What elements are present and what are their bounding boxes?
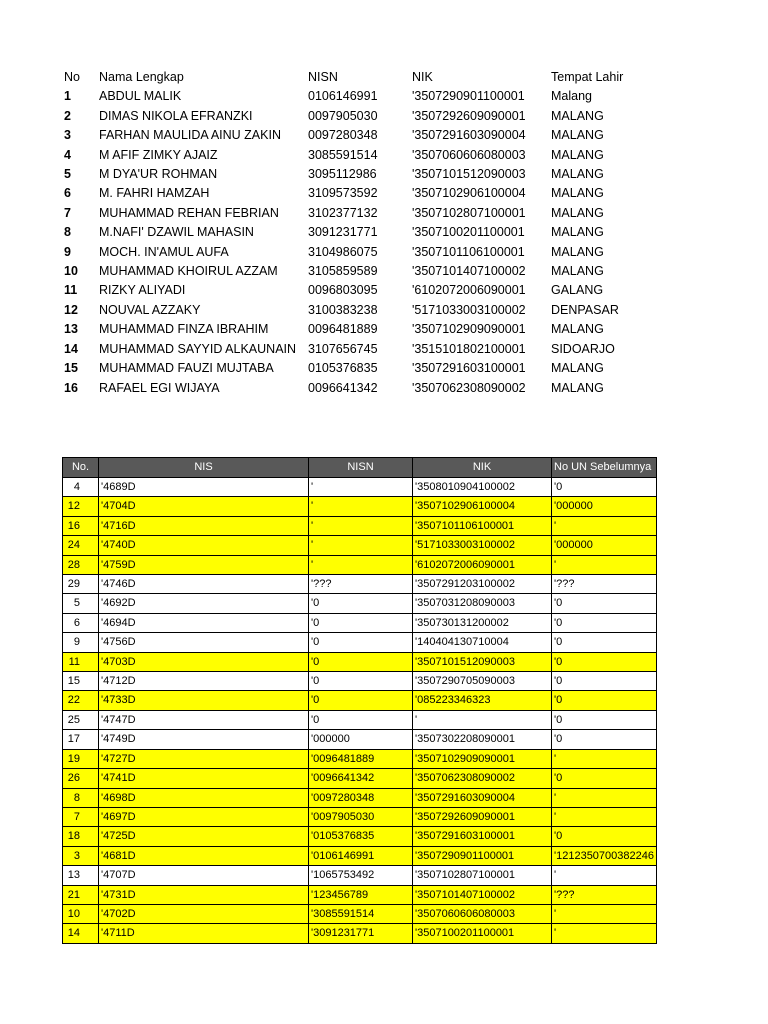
- grid-cell-no[interactable]: 11: [63, 652, 99, 671]
- grid-row: [63, 730, 657, 749]
- row-nama-lengkap: NOUVAL AZZAKY: [99, 302, 201, 317]
- grid-cell-no-un[interactable]: ': [552, 904, 657, 923]
- row-nisn: 3102377132: [308, 205, 378, 220]
- grid-cell-nisn[interactable]: ': [309, 516, 413, 535]
- row-no: 9: [64, 244, 71, 259]
- row-no: 11: [64, 283, 78, 298]
- grid-cell-nik[interactable]: '3508010904100002: [413, 478, 552, 497]
- row-nik: '3507292609090001: [412, 108, 526, 123]
- row-nisn: 3104986075: [308, 244, 378, 259]
- grid-cell-no[interactable]: 22: [63, 691, 99, 710]
- row-nama-lengkap: M.NAFI' DZAWIL MAHASIN: [99, 225, 254, 240]
- grid-header-nik[interactable]: NIK: [413, 458, 552, 478]
- grid-cell-no[interactable]: 7: [63, 807, 99, 826]
- row-tempat-lahir: MALANG: [551, 225, 604, 240]
- row-no: 12: [64, 302, 78, 317]
- row-nik: '6102072006090001: [412, 283, 526, 298]
- row-tempat-lahir: MALANG: [551, 108, 604, 123]
- row-tempat-lahir: MALANG: [551, 361, 604, 376]
- grid-cell-nik[interactable]: '3507102909090001: [413, 749, 552, 768]
- grid-cell-nis[interactable]: '4746D: [99, 575, 309, 594]
- grid-cell-nisn[interactable]: ': [309, 536, 413, 555]
- grid-cell-nis[interactable]: '4704D: [99, 497, 309, 516]
- row-nisn: 3091231771: [308, 225, 378, 240]
- grid-row: [63, 633, 657, 652]
- student-list-row: [64, 281, 651, 300]
- grid-cell-nik[interactable]: '3507291603100001: [413, 827, 552, 846]
- grid-cell-no[interactable]: 26: [63, 769, 99, 788]
- grid-row: [63, 904, 657, 923]
- row-tempat-lahir: MALANG: [551, 186, 604, 201]
- grid-cell-no[interactable]: 9: [63, 633, 99, 652]
- grid-cell-no-un[interactable]: '0: [552, 730, 657, 749]
- grid-header-no[interactable]: No.: [63, 458, 99, 478]
- grid-cell-no-un[interactable]: '0: [552, 613, 657, 632]
- grid-cell-nisn[interactable]: ': [309, 497, 413, 516]
- row-nisn: 0096641342: [308, 380, 378, 395]
- grid-cell-nik[interactable]: '3507302208090001: [413, 730, 552, 749]
- row-nisn: 0106146991: [308, 89, 378, 104]
- grid-cell-nisn[interactable]: '???: [309, 575, 413, 594]
- grid-cell-nik[interactable]: '3507031208090003: [413, 594, 552, 613]
- grid-header-row: [63, 458, 657, 478]
- grid-cell-nisn[interactable]: '0096481889: [309, 749, 413, 768]
- row-no: 2: [64, 108, 71, 123]
- grid-cell-no-un[interactable]: ': [552, 516, 657, 535]
- row-tempat-lahir: MALANG: [551, 264, 604, 279]
- grid-cell-no[interactable]: 13: [63, 866, 99, 885]
- row-nama-lengkap: RAFAEL EGI WIJAYA: [99, 380, 220, 395]
- grid-cell-no-un[interactable]: '0: [552, 672, 657, 691]
- row-no: 1: [64, 89, 71, 104]
- grid-cell-nisn[interactable]: '0: [309, 594, 413, 613]
- grid-row: [63, 672, 657, 691]
- row-nama-lengkap: MUHAMMAD FINZA IBRAHIM: [99, 322, 269, 337]
- row-no: 5: [64, 167, 71, 182]
- grid-row: [63, 575, 657, 594]
- grid-cell-no[interactable]: 18: [63, 827, 99, 846]
- row-no: 7: [64, 205, 71, 220]
- grid-cell-no-un[interactable]: '000000: [552, 536, 657, 555]
- grid-cell-nis[interactable]: '4756D: [99, 633, 309, 652]
- grid-cell-nik[interactable]: '3507102906100004: [413, 497, 552, 516]
- grid-cell-no-un[interactable]: ': [552, 866, 657, 885]
- grid-cell-nis[interactable]: '4759D: [99, 555, 309, 574]
- grid-cell-nis[interactable]: '4740D: [99, 536, 309, 555]
- student-list-row: [64, 107, 651, 126]
- row-nama-lengkap: MUHAMMAD SAYYID ALKAUNAIN: [99, 341, 297, 356]
- grid-cell-no[interactable]: 3: [63, 846, 99, 865]
- row-nik: '3507102906100004: [412, 186, 526, 201]
- student-list-row: [64, 359, 651, 378]
- grid-cell-nis[interactable]: '4711D: [99, 924, 309, 943]
- grid-cell-no-un[interactable]: '0: [552, 710, 657, 729]
- grid-cell-nik[interactable]: '3507060606080003: [413, 904, 552, 923]
- grid-cell-no[interactable]: 8: [63, 788, 99, 807]
- grid-cell-no-un[interactable]: ': [552, 749, 657, 768]
- grid-cell-no-un[interactable]: ': [552, 555, 657, 574]
- row-nisn: 3095112986: [308, 167, 377, 182]
- row-tempat-lahir: MALANG: [551, 147, 604, 162]
- row-nisn: 3100383238: [308, 302, 378, 317]
- row-tempat-lahir: MALANG: [551, 205, 604, 220]
- grid-row: [63, 769, 657, 788]
- grid-cell-no-un[interactable]: '0: [552, 633, 657, 652]
- grid-cell-nik[interactable]: '3507062308090002: [413, 769, 552, 788]
- grid-cell-nis[interactable]: '4716D: [99, 516, 309, 535]
- student-list-row: [64, 301, 651, 320]
- row-nisn: 0097905030: [308, 108, 378, 123]
- row-no: 10: [64, 264, 78, 279]
- header-no: No: [64, 70, 80, 84]
- grid-cell-nisn[interactable]: ': [309, 478, 413, 497]
- row-nama-lengkap: M. FAHRI HAMZAH: [99, 186, 210, 201]
- student-list-row: [64, 320, 651, 339]
- row-tempat-lahir: SIDOARJO: [551, 341, 615, 356]
- row-nama-lengkap: MUHAMMAD REHAN FEBRIAN: [99, 205, 279, 220]
- grid-cell-nisn[interactable]: '0: [309, 710, 413, 729]
- row-tempat-lahir: DENPASAR: [551, 302, 619, 317]
- grid-cell-nisn[interactable]: '1065753492: [309, 866, 413, 885]
- row-tempat-lahir: Malang: [551, 89, 592, 104]
- grid-cell-no[interactable]: 21: [63, 885, 99, 904]
- grid-cell-no-un[interactable]: '???: [552, 575, 657, 594]
- student-list-row: [64, 204, 651, 223]
- grid-cell-no-un[interactable]: '???: [552, 885, 657, 904]
- row-nik: '3507101512090003: [412, 167, 526, 182]
- header-nama-lengkap: Nama Lengkap: [99, 70, 184, 84]
- grid-cell-nik[interactable]: ': [413, 710, 552, 729]
- grid-cell-no[interactable]: 12: [63, 497, 99, 516]
- student-list-row: [64, 262, 651, 281]
- row-nama-lengkap: MUHAMMAD FAUZI MUJTABA: [99, 361, 274, 376]
- row-nik: '3515101802100001: [412, 341, 526, 356]
- grid-cell-no[interactable]: 24: [63, 536, 99, 555]
- grid-cell-no-un[interactable]: '1212350700382246: [552, 846, 657, 865]
- grid-row: [63, 613, 657, 632]
- grid-header-no-un[interactable]: No UN Sebelumnya: [552, 458, 657, 478]
- student-list-row: [64, 223, 651, 242]
- row-no: 14: [64, 341, 78, 356]
- row-no: 15: [64, 361, 78, 376]
- grid-row: [63, 594, 657, 613]
- grid-cell-no[interactable]: 16: [63, 516, 99, 535]
- row-tempat-lahir: MALANG: [551, 322, 604, 337]
- grid-cell-nis[interactable]: '4725D: [99, 827, 309, 846]
- grid-cell-nisn[interactable]: '0: [309, 633, 413, 652]
- grid-cell-nik[interactable]: '3507101407100002: [413, 885, 552, 904]
- student-list-row: [64, 340, 651, 359]
- grid-cell-nis[interactable]: '4741D: [99, 769, 309, 788]
- grid-cell-nisn[interactable]: '0: [309, 691, 413, 710]
- grid-row: [63, 555, 657, 574]
- row-tempat-lahir: MALANG: [551, 128, 604, 143]
- grid-cell-nisn[interactable]: '3085591514: [309, 904, 413, 923]
- grid-cell-nik[interactable]: '3507100201100001: [413, 924, 552, 943]
- row-nama-lengkap: DIMAS NIKOLA EFRANZKI: [99, 108, 253, 123]
- row-nama-lengkap: FARHAN MAULIDA AINU ZAKIN: [99, 128, 281, 143]
- row-nik: '3507062308090002: [412, 380, 526, 395]
- grid-cell-nisn[interactable]: '0105376835: [309, 827, 413, 846]
- grid-cell-nik[interactable]: '3507292609090001: [413, 807, 552, 826]
- row-nisn: 3107656745: [308, 341, 378, 356]
- grid-cell-no[interactable]: 5: [63, 594, 99, 613]
- grid-cell-nisn[interactable]: '0097280348: [309, 788, 413, 807]
- grid-cell-nisn[interactable]: ': [309, 555, 413, 574]
- row-no: 8: [64, 225, 71, 240]
- row-nisn: 0105376835: [308, 361, 378, 376]
- grid-cell-nisn[interactable]: '0: [309, 652, 413, 671]
- grid-row: [63, 516, 657, 535]
- grid-cell-nis[interactable]: '4703D: [99, 652, 309, 671]
- grid-cell-nis[interactable]: '4681D: [99, 846, 309, 865]
- grid-cell-no-un[interactable]: '0: [552, 478, 657, 497]
- grid-cell-nisn[interactable]: '000000: [309, 730, 413, 749]
- grid-cell-no-un[interactable]: '0: [552, 827, 657, 846]
- row-no: 16: [64, 380, 78, 395]
- row-no: 13: [64, 322, 78, 337]
- student-list-row: [64, 379, 651, 398]
- grid-cell-nisn[interactable]: '123456789: [309, 885, 413, 904]
- grid-cell-no[interactable]: 17: [63, 730, 99, 749]
- grid-row: [63, 788, 657, 807]
- grid-cell-no[interactable]: 25: [63, 710, 99, 729]
- grid-cell-nik[interactable]: '3507290901100001: [413, 846, 552, 865]
- row-nik: '3507291603090004: [412, 128, 526, 143]
- student-list: [64, 68, 651, 398]
- grid-row: [63, 885, 657, 904]
- grid-row: [63, 691, 657, 710]
- row-tempat-lahir: MALANG: [551, 167, 604, 182]
- student-list-row: [64, 126, 651, 145]
- grid-cell-no[interactable]: 6: [63, 613, 99, 632]
- grid-row: [63, 827, 657, 846]
- grid-cell-nis[interactable]: '4749D: [99, 730, 309, 749]
- grid-cell-no-un[interactable]: ': [552, 788, 657, 807]
- row-tempat-lahir: GALANG: [551, 283, 604, 298]
- grid-cell-nis[interactable]: '4702D: [99, 904, 309, 923]
- row-nama-lengkap: M AFIF ZIMKY AJAIZ: [99, 147, 218, 162]
- grid-cell-nik[interactable]: '3507101512090003: [413, 652, 552, 671]
- grid-cell-nik[interactable]: '3507291203100002: [413, 575, 552, 594]
- student-list-row: [64, 184, 651, 203]
- grid-cell-nik[interactable]: '350730131200002: [413, 613, 552, 632]
- row-nik: '3507101407100002: [412, 264, 526, 279]
- grid-cell-no-un[interactable]: '0: [552, 652, 657, 671]
- row-nama-lengkap: MUHAMMAD KHOIRUL AZZAM: [99, 264, 278, 279]
- grid-cell-nik[interactable]: '140404130710004: [413, 633, 552, 652]
- grid-cell-nis[interactable]: '4712D: [99, 672, 309, 691]
- grid-cell-no[interactable]: 15: [63, 672, 99, 691]
- grid-row: [63, 497, 657, 516]
- grid-header-nis[interactable]: NIS: [99, 458, 309, 478]
- student-list-row: [64, 165, 651, 184]
- grid-cell-nik[interactable]: '3507290705090003: [413, 672, 552, 691]
- header-nisn: NISN: [308, 70, 338, 84]
- grid-cell-nis[interactable]: '4747D: [99, 710, 309, 729]
- grid-cell-no[interactable]: 19: [63, 749, 99, 768]
- grid-row: [63, 478, 657, 497]
- grid-cell-nisn[interactable]: '0097905030: [309, 807, 413, 826]
- student-list-header: [64, 68, 651, 87]
- grid-cell-no[interactable]: 29: [63, 575, 99, 594]
- row-no: 3: [64, 128, 71, 143]
- row-tempat-lahir: MALANG: [551, 380, 604, 395]
- grid-cell-nisn[interactable]: '0: [309, 613, 413, 632]
- grid-cell-nik[interactable]: '3507101106100001: [413, 516, 552, 535]
- grid-cell-nik[interactable]: '5171033003100002: [413, 536, 552, 555]
- grid-row: [63, 536, 657, 555]
- grid-cell-nisn[interactable]: '0106146991: [309, 846, 413, 865]
- grid-row: [63, 807, 657, 826]
- grid-cell-no-un[interactable]: '0: [552, 769, 657, 788]
- grid-cell-nisn[interactable]: '0096641342: [309, 769, 413, 788]
- grid-cell-nik[interactable]: '085223346323: [413, 691, 552, 710]
- student-data-grid: [62, 457, 657, 944]
- row-nik: '3507101106100001: [412, 244, 525, 259]
- row-no: 6: [64, 186, 71, 201]
- row-nik: '3507100201100001: [412, 225, 525, 240]
- grid-row: [63, 749, 657, 768]
- row-nama-lengkap: MOCH. IN'AMUL AUFA: [99, 244, 229, 259]
- grid-row: [63, 652, 657, 671]
- grid-cell-no-un[interactable]: '0: [552, 691, 657, 710]
- row-nisn: 0096481889: [308, 322, 378, 337]
- row-nik: '3507102807100001: [412, 205, 526, 220]
- grid-cell-nisn[interactable]: '0: [309, 672, 413, 691]
- row-nisn: 3085591514: [308, 147, 378, 162]
- header-nik: NIK: [412, 70, 433, 84]
- header-tempat-lahir: Tempat Lahir: [551, 70, 624, 84]
- row-nama-lengkap: M DYA'UR ROHMAN: [99, 167, 218, 182]
- row-nik: '3507290901100001: [412, 89, 525, 104]
- grid-cell-nis[interactable]: '4689D: [99, 478, 309, 497]
- row-nama-lengkap: RIZKY ALIYADI: [99, 283, 186, 298]
- row-nik: '3507291603100001: [412, 361, 526, 376]
- grid-cell-nis[interactable]: '4707D: [99, 866, 309, 885]
- grid-cell-no[interactable]: 28: [63, 555, 99, 574]
- grid-cell-nisn[interactable]: '3091231771: [309, 924, 413, 943]
- student-list-row: [64, 87, 651, 106]
- grid-cell-nik[interactable]: '3507291603090004: [413, 788, 552, 807]
- row-nik: '3507060606080003: [412, 147, 526, 162]
- grid-cell-nis[interactable]: '4697D: [99, 807, 309, 826]
- grid-cell-nik[interactable]: '3507102807100001: [413, 866, 552, 885]
- grid-row: [63, 710, 657, 729]
- grid-cell-no-un[interactable]: ': [552, 807, 657, 826]
- row-tempat-lahir: MALANG: [551, 244, 604, 259]
- row-nisn: 3105859589: [308, 264, 378, 279]
- grid-header-nisn[interactable]: NISN: [309, 458, 413, 478]
- row-nisn: 0097280348: [308, 128, 378, 143]
- grid-cell-nis[interactable]: '4692D: [99, 594, 309, 613]
- row-no: 4: [64, 147, 71, 162]
- grid-cell-nis[interactable]: '4727D: [99, 749, 309, 768]
- student-list-row: [64, 146, 651, 165]
- grid-cell-no-un[interactable]: ': [552, 924, 657, 943]
- row-nik: '5171033003100002: [412, 302, 526, 317]
- grid-row: [63, 866, 657, 885]
- row-nisn: 0096803095: [308, 283, 378, 298]
- grid-row: [63, 846, 657, 865]
- grid-cell-no-un[interactable]: '0: [552, 594, 657, 613]
- grid-cell-nis[interactable]: '4733D: [99, 691, 309, 710]
- row-nisn: 3109573592: [308, 186, 378, 201]
- grid-cell-no-un[interactable]: '000000: [552, 497, 657, 516]
- grid-cell-no[interactable]: 14: [63, 924, 99, 943]
- grid-cell-no[interactable]: 10: [63, 904, 99, 923]
- row-nama-lengkap: ABDUL MALIK: [99, 89, 182, 104]
- grid-row: [63, 924, 657, 943]
- grid-cell-nik[interactable]: '6102072006090001: [413, 555, 552, 574]
- row-nik: '3507102909090001: [412, 322, 526, 337]
- grid-cell-nis[interactable]: '4698D: [99, 788, 309, 807]
- grid-cell-nis[interactable]: '4694D: [99, 613, 309, 632]
- grid-cell-no[interactable]: 4: [63, 478, 99, 497]
- student-list-row: [64, 243, 651, 262]
- grid-cell-nis[interactable]: '4731D: [99, 885, 309, 904]
